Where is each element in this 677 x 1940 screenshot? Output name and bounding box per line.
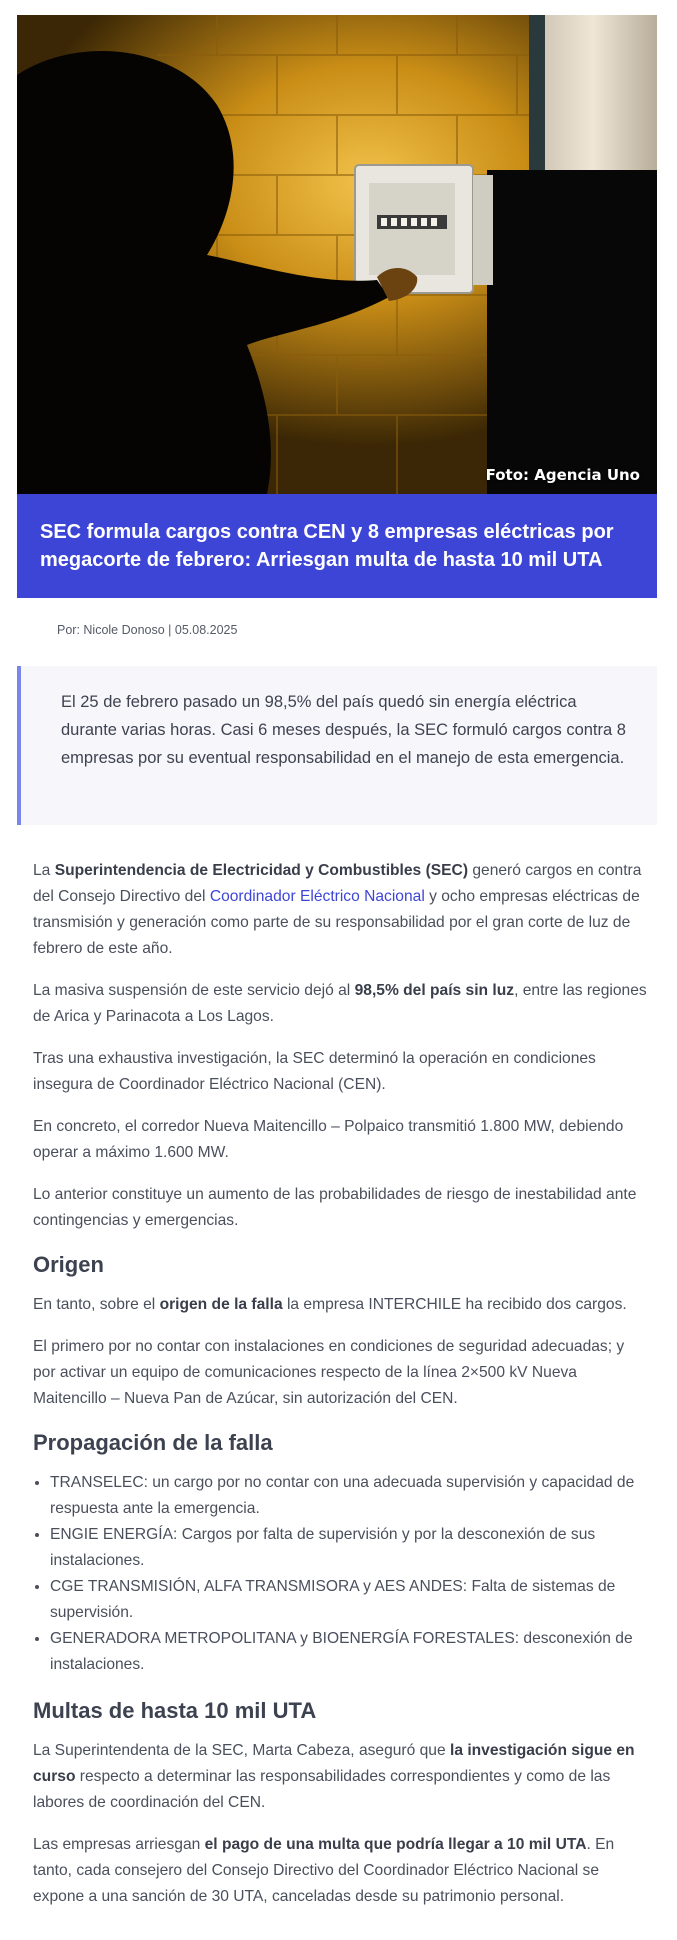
bold-text: el pago de una multa que podría llegar a 10 mil UTA: [204, 1836, 587, 1853]
hero-image: [17, 15, 657, 494]
bold-text: Superintendencia de Electricidad y Combustibles (SEC): [54, 862, 469, 879]
lead-text: El 25 de febrero pasado un 98,5% del país quedó sin energía eléctrica durante varias horas. Casi 6 meses después, la SEC formuló cargos contra 8 empresas por su eventual responsabilidad en el manejo de esta emergencia.: [61, 693, 626, 767]
article-title: SEC formula cargos contra CEN y 8 empresas eléctricas por megacorte de febrero: Arriesgan multa de hasta 10 mil UTA: [40, 521, 614, 571]
list-item: • GENERADORA METROPOLITANA y BIOENERGÍA FORESTALES: desconexión de instalaciones.: [50, 1626, 647, 1678]
list-item: • TRANSELEC: un cargo por no contar con una adecuada supervisión y capacidad de respuesta ante la emergencia.: [50, 1470, 647, 1522]
bold-text: 98,5% del país sin luz: [354, 982, 515, 999]
paragraph: La Superintendenta de la SEC, Marta Cabeza, aseguró que la investigación sigue en curso respecto a determinar las responsabilidades correspondientes y como de las labores de coordinación del CEN.: [33, 1742, 635, 1811]
hero-photo-illustration: [17, 15, 657, 494]
bold-text: origen de la falla: [159, 1296, 283, 1313]
paragraph: En tanto, sobre el origen de la falla la empresa INTERCHILE ha recibido dos cargos.: [33, 1296, 627, 1313]
photo-caption: Foto: Agencia Uno: [485, 466, 640, 484]
title-banner: [17, 494, 657, 598]
list-item: • CGE TRANSMISIÓN, ALFA TRANSMISORA y AES ANDES: Falta de sistemas de supervisión.: [50, 1574, 647, 1626]
bold-text: la investigación sigue en curso: [33, 1742, 635, 1785]
list-item: • ENGIE ENERGÍA: Cargos por falta de supervisión y por la desconexión de sus instalaciones.: [50, 1522, 647, 1574]
charges-list: [33, 1470, 647, 1678]
paragraph: Lo anterior constituye un aumento de las probabilidades de riesgo de inestabilidad ante contingencias y emergencias.: [33, 1186, 637, 1229]
byline: Por: Nicole Donoso | 05.08.2025: [57, 623, 238, 637]
paragraph: Las empresas arriesgan el pago de una multa que podría llegar a 10 mil UTA. En tanto, cada consejero del Consejo Directivo del Coordinador Eléctrico Nacional se expone a una sanción de 30 UTA, canceladas desde su patrimonio personal.: [33, 1836, 615, 1905]
paragraph: Tras una exhaustiva investigación, la SEC determinó la operación en condiciones insegura de Coordinador Eléctrico Nacional (CEN).: [33, 1050, 596, 1093]
coordinador-link[interactable]: Coordinador Eléctrico Nacional: [209, 888, 425, 905]
paragraph: La Superintendencia de Electricidad y Combustibles (SEC) generó cargos en contra del Consejo Directivo del Coordinador Eléctrico Nacional y ocho empresas eléctricas de transmisión y generación como parte de su responsabilidad por el gran corte de luz de febrero de este año.: [33, 862, 642, 957]
paragraph: La masiva suspensión de este servicio dejó al 98,5% del país sin luz, entre las regiones de Arica y Parinacota a Los Lagos.: [33, 982, 647, 1025]
paragraph: El primero por no contar con instalaciones en condiciones de seguridad adecuadas; y por activar un equipo de comunicaciones respecto de la línea 2×500 kV Nueva Maitencillo – Nueva Pan de Azúcar, sin autorización del CEN.: [33, 1338, 625, 1407]
paragraph: En concreto, el corredor Nueva Maitencillo – Polpaico transmitió 1.800 MW, debiendo operar a máximo 1.600 MW.: [33, 1118, 624, 1161]
heading-propagacion: Propagación de la falla: [33, 1430, 273, 1455]
heading-multas: Multas de hasta 10 mil UTA: [33, 1698, 317, 1723]
article-body: [33, 858, 647, 1926]
heading-origen: Origen: [33, 1252, 104, 1277]
lead-quote: [17, 666, 657, 825]
